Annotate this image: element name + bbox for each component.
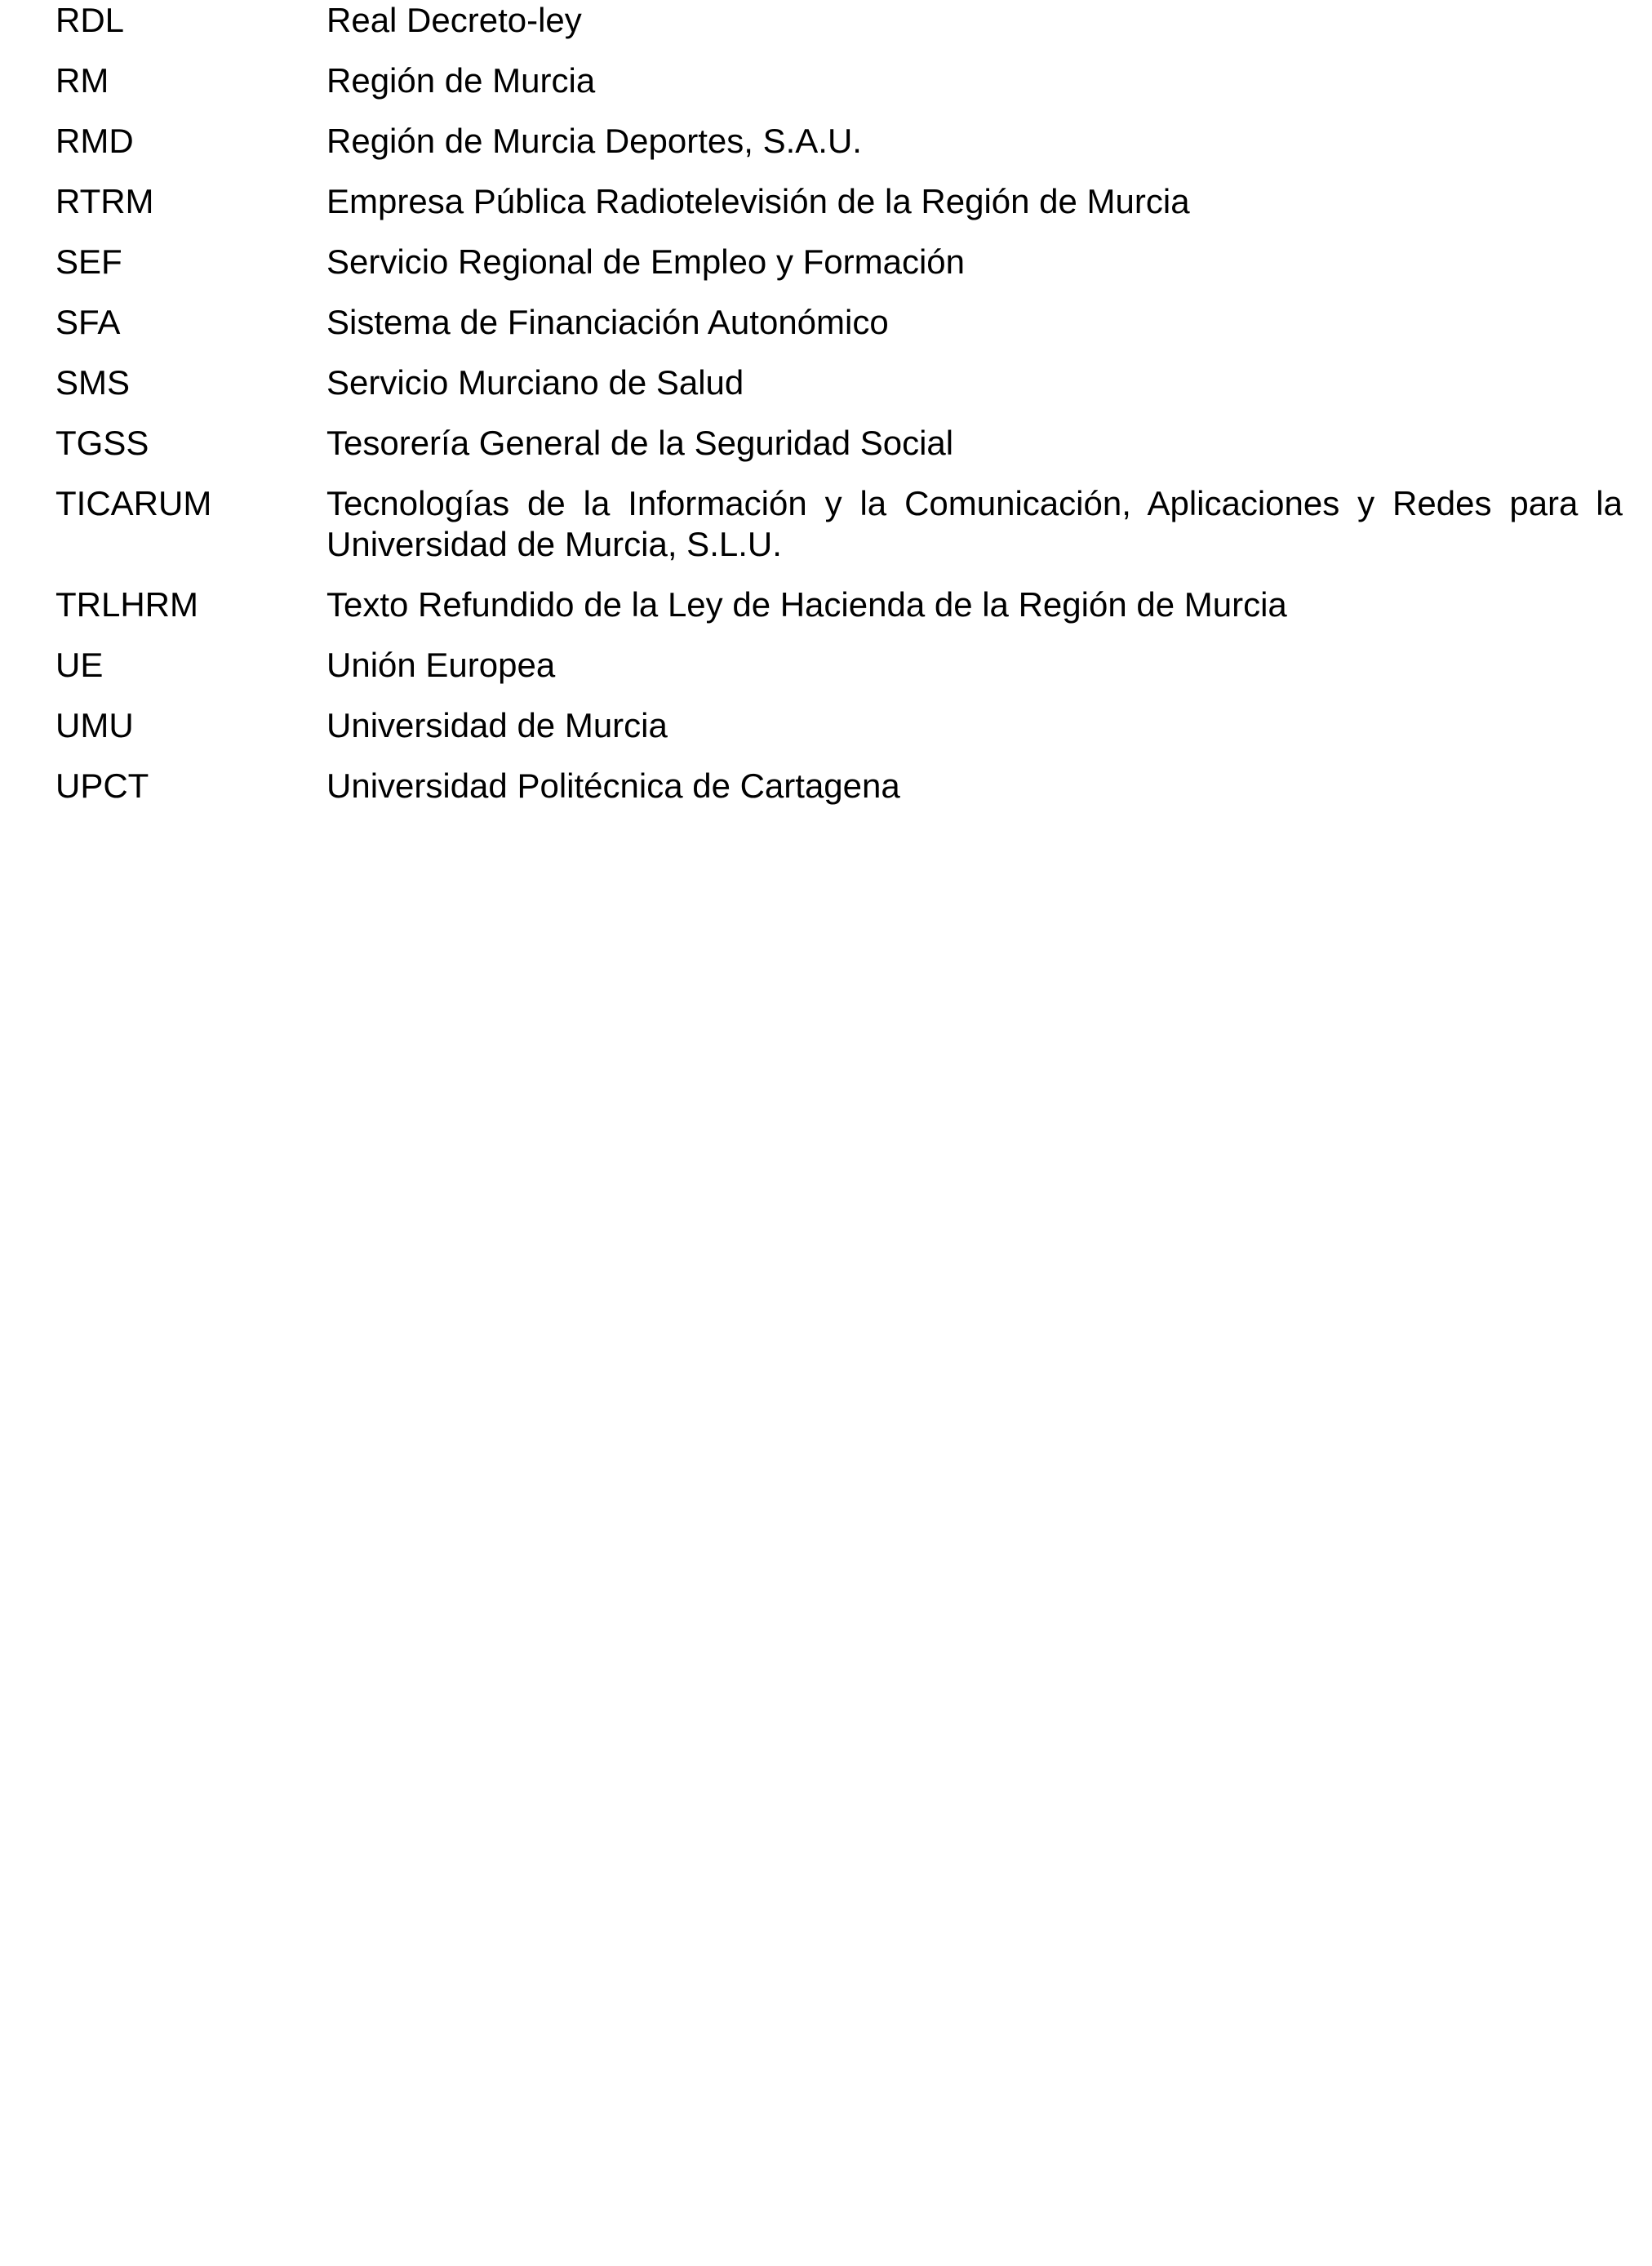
abbreviation: TICARUM <box>56 484 212 522</box>
glossary-row <box>56 362 1623 403</box>
definition: Real Decreto-ley <box>326 1 582 39</box>
abbreviation: RMD <box>56 122 134 160</box>
abbreviation: SFA <box>56 303 121 341</box>
definition: Tecnologías de la Información y la Comunicación, Aplicaciones y Redes para la Universidad de Murcia, S.L.U. <box>326 484 1623 563</box>
glossary-row <box>56 302 1623 343</box>
definition: Texto Refundido de la Ley de Hacienda de la Región de Murcia <box>326 585 1287 624</box>
definition: Universidad Politécnica de Cartagena <box>326 766 900 805</box>
abbreviation: RTRM <box>56 182 154 220</box>
definition: Región de Murcia <box>326 61 596 100</box>
glossary-row <box>56 705 1623 746</box>
glossary-row <box>56 242 1623 282</box>
abbreviation-glossary <box>56 0 1623 826</box>
glossary-row <box>56 483 1623 565</box>
glossary-row <box>56 181 1623 222</box>
glossary-row <box>56 423 1623 464</box>
definition: Tesorería General de la Seguridad Social <box>326 424 954 462</box>
glossary-row <box>56 766 1623 806</box>
glossary-row <box>56 0 1623 41</box>
definition: Universidad de Murcia <box>326 706 668 744</box>
abbreviation: UMU <box>56 706 134 744</box>
abbreviation: UE <box>56 646 104 684</box>
definition: Región de Murcia Deportes, S.A.U. <box>326 122 862 160</box>
definition: Empresa Pública Radiotelevisión de la Región de Murcia <box>326 182 1190 220</box>
glossary-row <box>56 645 1623 686</box>
abbreviation: TRLHRM <box>56 585 198 624</box>
abbreviation: RM <box>56 61 109 100</box>
definition: Servicio Regional de Empleo y Formación <box>326 242 966 281</box>
glossary-row <box>56 60 1623 101</box>
abbreviation: RDL <box>56 1 125 39</box>
glossary-row <box>56 121 1623 162</box>
abbreviation: UPCT <box>56 766 149 805</box>
definition: Unión Europea <box>326 646 556 684</box>
definition: Sistema de Financiación Autonómico <box>326 303 889 341</box>
definition: Servicio Murciano de Salud <box>326 363 744 402</box>
glossary-row <box>56 584 1623 625</box>
abbreviation: TGSS <box>56 424 149 462</box>
abbreviation: SMS <box>56 363 131 402</box>
abbreviation: SEF <box>56 242 122 281</box>
